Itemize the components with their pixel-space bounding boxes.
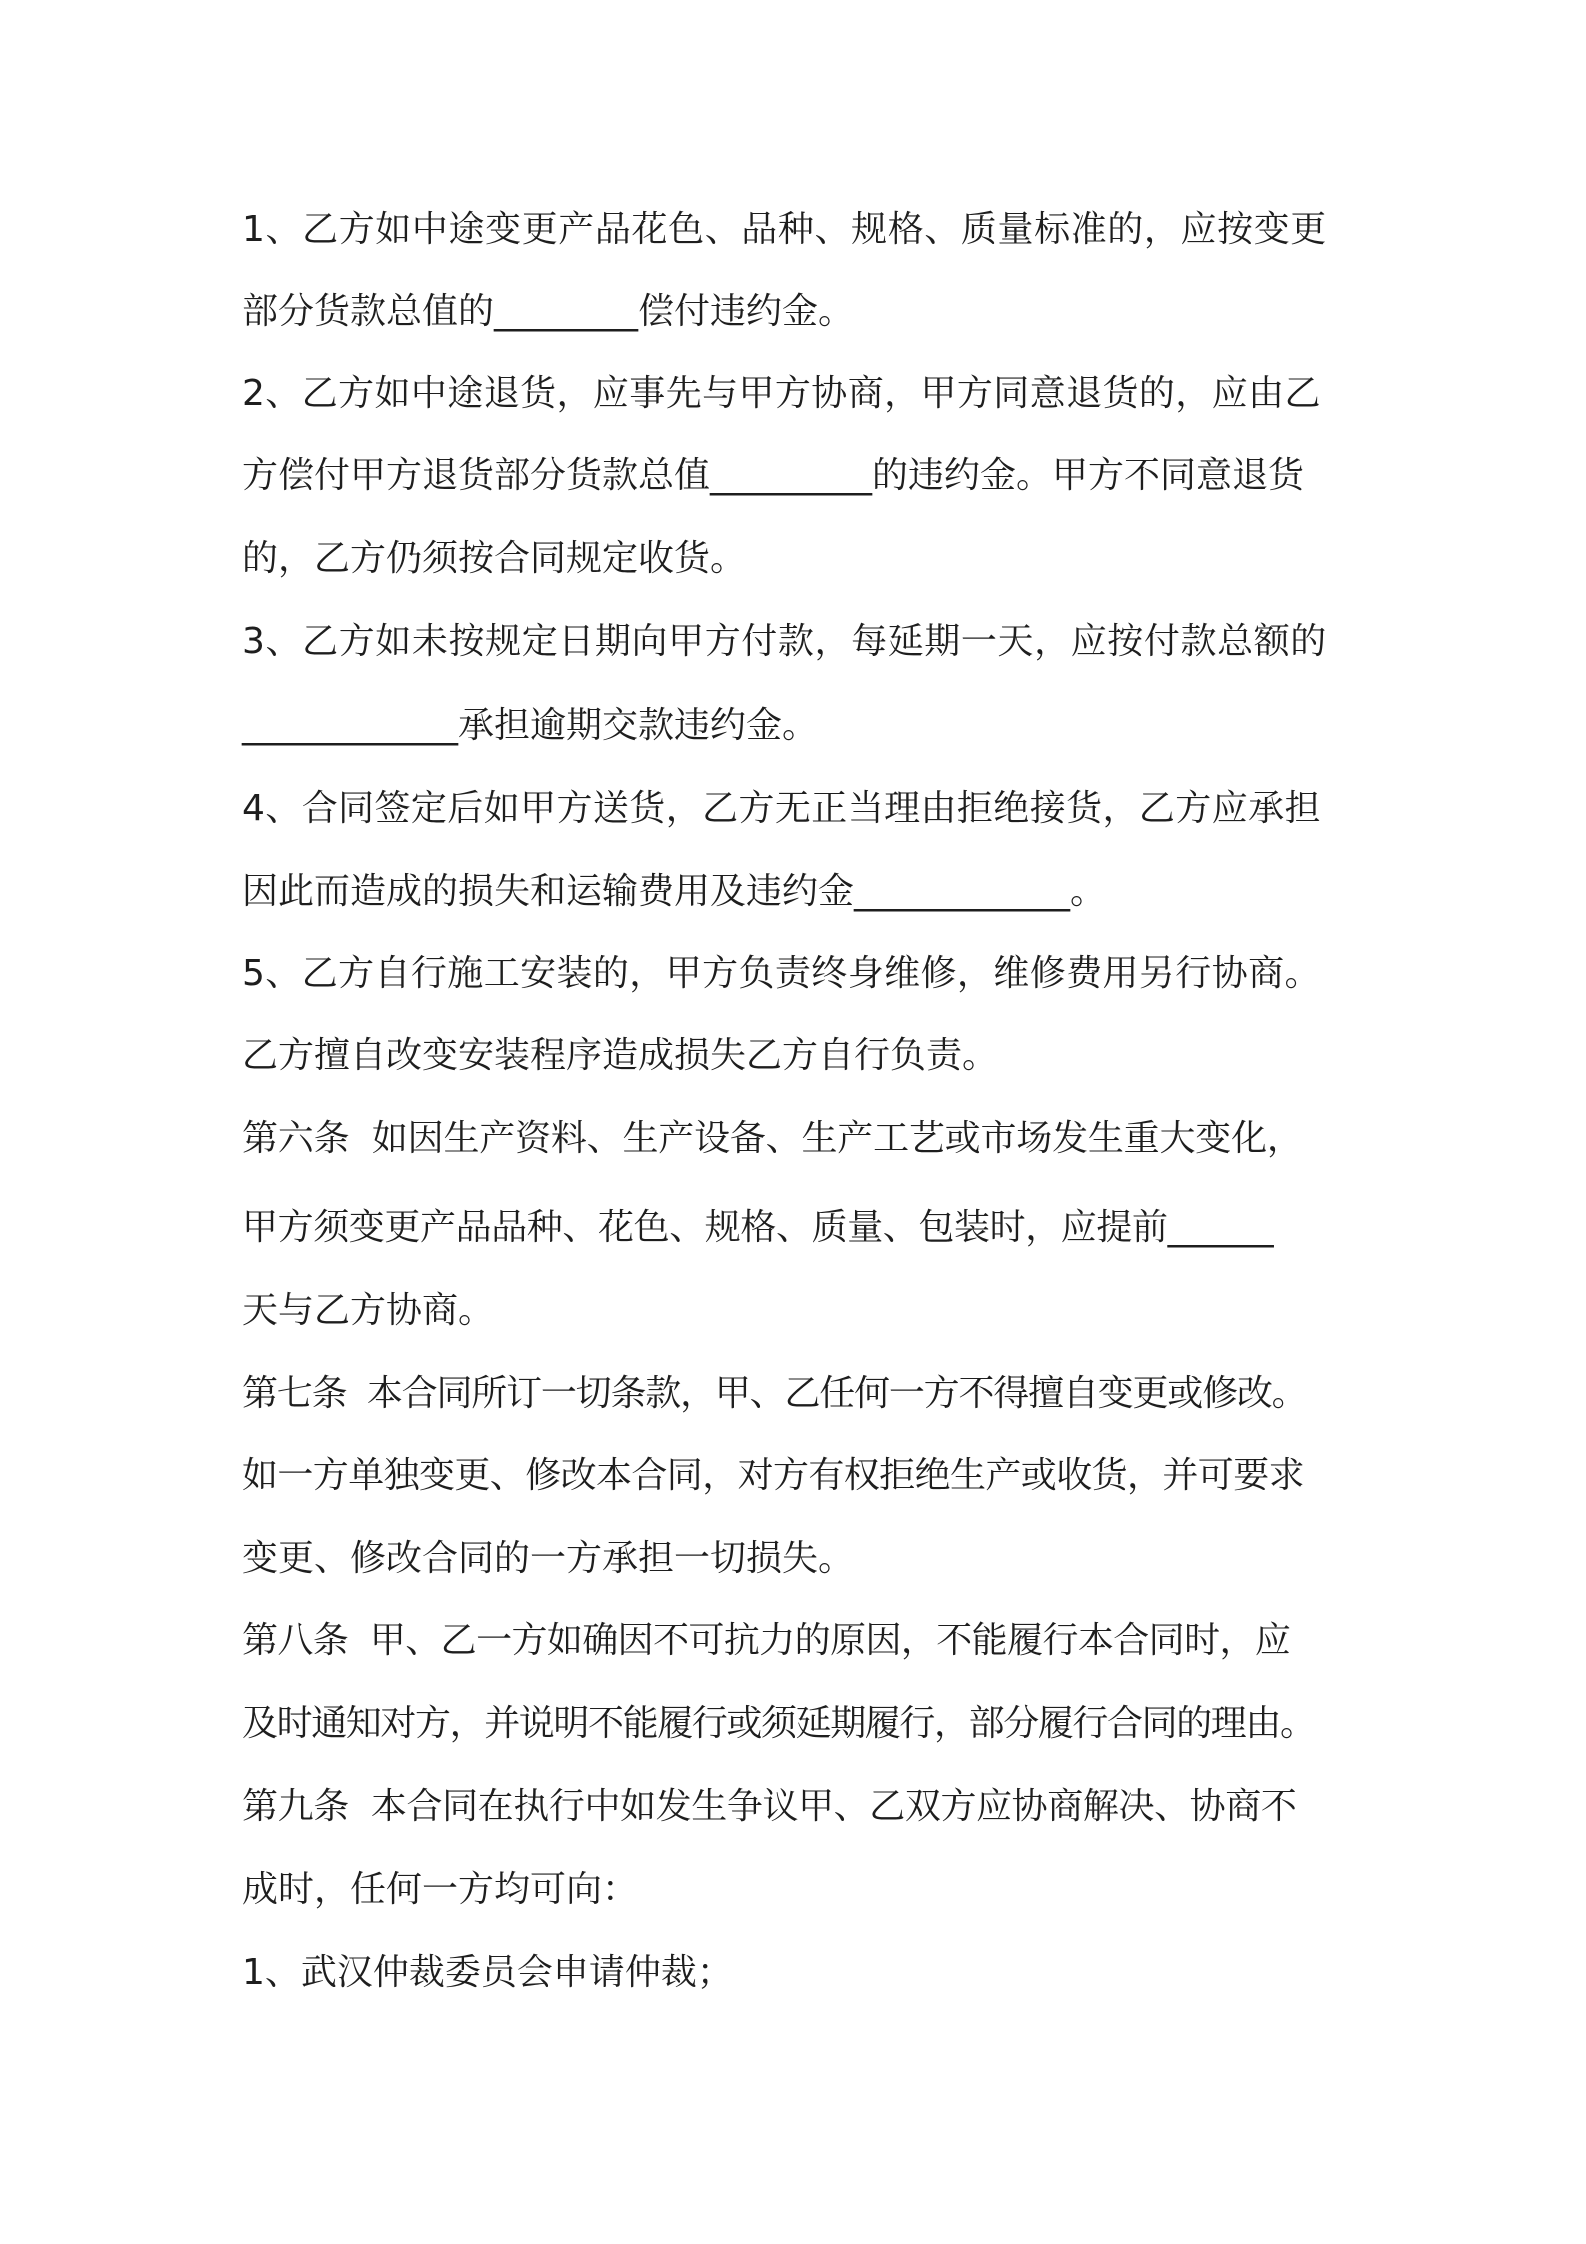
text-line-14: 天与乙方协商。 [242, 1290, 495, 1331]
text-line-20: 第九条 本合同在执行中如发生争议甲、乙双方应协商解决、协商不 [242, 1786, 1297, 1827]
text-line-2: 部分货款总值的________偿付违约金。 [242, 291, 855, 332]
text-line-4: 方偿付甲方退货部分货款总值_________的违约金。甲方不同意退货 [242, 455, 1305, 496]
text-line-9: 因此而造成的损失和运输费用及违约金____________。 [242, 871, 1107, 912]
text-line-8: 4、合同签定后如甲方送货，乙方无正当理由拒绝接货，乙方应承担 [242, 788, 1321, 829]
text-line-5: 的，乙方仍须按合同规定收货。 [242, 538, 747, 579]
text-line-21: 成时，任何一方均可向： [242, 1869, 639, 1910]
text-line-3: 2、乙方如中途退货，应事先与甲方协商，甲方同意退货的，应由乙 [242, 373, 1321, 414]
text-line-22: 1、武汉仲裁委员会申请仲裁； [242, 1952, 733, 1993]
text-line-17: 变更、修改合同的一方承担一切损失。 [242, 1538, 855, 1579]
text-line-1: 1、乙方如中途变更产品花色、品种、规格、质量标准的，应按变更 [242, 209, 1327, 250]
text-line-11: 乙方擅自改变安装程序造成损失乙方自行负责。 [242, 1035, 999, 1076]
text-line-19: 及时通知对方，并说明不能履行或须延期履行，部分履行合同的理由。 [242, 1703, 1315, 1744]
text-line-15: 第七条 本合同所订一切条款，甲、乙任何一方不得擅自变更或修改。 [242, 1373, 1307, 1414]
text-line-18: 第八条 甲、乙一方如确因不可抗力的原因，不能履行本合同时，应 [242, 1620, 1291, 1661]
text-line-10: 5、乙方自行施工安装的，甲方负责终身维修，维修费用另行协商。 [242, 953, 1321, 994]
text-line-6: 3、乙方如未按规定日期向甲方付款，每延期一天，应按付款总额的 [242, 621, 1327, 662]
text-line-7: ____________承担逾期交款违约金。 [242, 705, 819, 746]
text-line-13: 甲方须变更产品品种、花色、规格、质量、包装时，应提前______ [242, 1207, 1274, 1248]
text-line-12: 第六条 如因生产资料、生产设备、生产工艺或市场发生重大变化， [242, 1118, 1303, 1159]
text-line-16: 如一方单独变更、修改本合同，对方有权拒绝生产或收货，并可要求 [242, 1455, 1305, 1496]
